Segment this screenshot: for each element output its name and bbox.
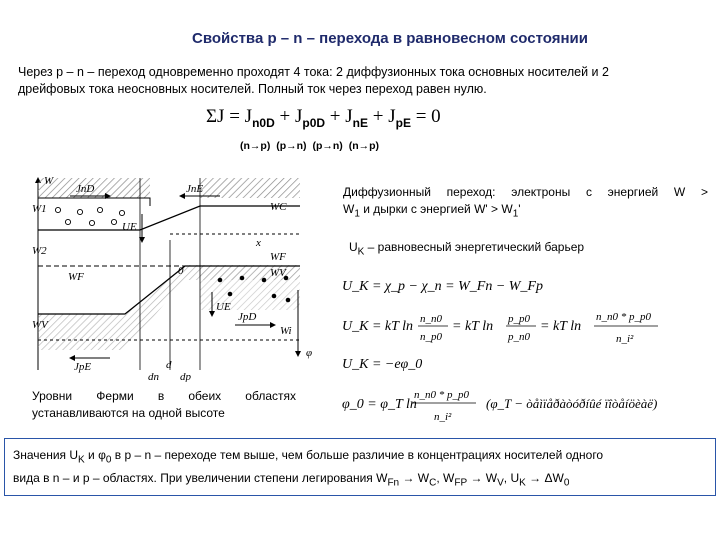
label-w2: W2 xyxy=(32,245,47,257)
label-d: d xyxy=(166,359,172,371)
sum-term-2: p0D xyxy=(302,115,326,130)
formula-2a: U_K = kT ln xyxy=(342,319,414,334)
s1a: Значения U xyxy=(13,448,79,462)
label-x: x xyxy=(256,237,261,249)
label-w: W xyxy=(44,175,54,187)
s1e: в р – n – переходе тем выше, чем больше различие в концентрациях носителей одного xyxy=(111,448,604,462)
sum-term-1: n0D xyxy=(252,115,275,130)
fermi-line-2: устанавливаются на одной высоте xyxy=(32,406,225,420)
j-4: J xyxy=(388,106,396,127)
formula-2c: = kT ln xyxy=(540,319,582,334)
s1c: и φ xyxy=(84,448,106,462)
label-wf: WF xyxy=(68,271,84,283)
mid: и дырки с энергией W' > W xyxy=(359,202,513,216)
fermi-text xyxy=(32,388,296,422)
s2e: , W xyxy=(436,471,455,486)
plus-1: + xyxy=(274,106,295,127)
intro-line-1: Через р – n – переход одновременно проходят 4 тока: 2 диффузионных тока основных носителей и 2 xyxy=(18,65,609,79)
fermi-line-1: Уровни Ферми в обеих областях xyxy=(32,389,296,403)
formula-4-num: n_n0 * p_p0 xyxy=(414,389,469,401)
j-3: J xyxy=(345,106,353,127)
label-jnd: JnD xyxy=(76,183,95,195)
prime: ' xyxy=(518,202,521,216)
s2k: → ΔW xyxy=(525,471,564,486)
diffusion-line-1: Диффузионный переход: электроны с энергией W > xyxy=(343,185,708,199)
s2c: → W xyxy=(399,471,430,486)
s2b: Fn xyxy=(387,477,400,489)
sum-rhs: = 0 xyxy=(410,106,441,127)
s1d: 0 xyxy=(105,454,112,466)
current-sum-equation xyxy=(206,106,441,130)
label-wc: WC xyxy=(270,201,287,213)
label-phi: φ xyxy=(306,347,313,359)
formula-2b: = kT ln xyxy=(452,319,494,334)
s2f: FP xyxy=(454,477,468,489)
label-jpe: JpE xyxy=(74,361,92,373)
s2d: C xyxy=(429,477,437,489)
band-diagram xyxy=(30,170,330,382)
intro-line-2: дрейфовых тока неосновных носителей. Полный ток через переход равен нулю. xyxy=(18,82,487,96)
label-jne: JnE xyxy=(186,183,204,195)
top-edge-left xyxy=(38,198,150,206)
formula-3: U_K = −eφ_0 xyxy=(342,357,423,372)
electrons xyxy=(55,207,124,225)
s1b: K xyxy=(78,454,85,466)
formula-2-num1: n_n0 xyxy=(420,313,442,325)
w: W xyxy=(343,202,355,216)
label-jpd: JpD xyxy=(238,311,257,323)
formula-2-den1: n_p0 xyxy=(420,331,442,343)
label-wi: Wi xyxy=(280,325,292,337)
label-dn: dn xyxy=(148,371,159,382)
sum-term-3: nE xyxy=(352,115,368,130)
u: U xyxy=(349,240,358,254)
formula-2-num3: n_n0 * p_p0 xyxy=(596,311,651,323)
summary-line-2 xyxy=(13,469,707,492)
formula-1: U_K = χ_p − χ_n = W_Fn − W_Fp xyxy=(342,279,543,294)
intro-text xyxy=(18,64,708,98)
sum-term-4: pE xyxy=(395,115,411,130)
label-wv-right: WV xyxy=(270,267,286,279)
s2j: K xyxy=(519,477,526,489)
plus-2: + xyxy=(325,106,346,127)
s2a: вида в n – и р – областях. При увеличении степени легирования W xyxy=(13,471,388,486)
s2l: 0 xyxy=(563,477,570,489)
label-w1: W1 xyxy=(32,203,47,215)
formula-2-den2: p_n0 xyxy=(508,331,530,343)
formula-2-num2: p_p0 xyxy=(508,313,530,325)
formulas xyxy=(336,270,716,430)
formula-4-den: n_i² xyxy=(434,411,452,423)
s2i: , U xyxy=(503,471,520,486)
s2h: V xyxy=(497,477,504,489)
sum-lhs: ΣJ = J xyxy=(206,106,253,127)
page-title: Свойства р – n – перехода в равновесном состоянии xyxy=(192,30,588,47)
label-ue-bottom: UE xyxy=(216,301,231,313)
current-directions: (n→p) (p→n) (p→n) (n→p) xyxy=(240,140,380,152)
sub-2: 1 xyxy=(512,208,519,220)
diffusion-line-2 xyxy=(343,201,708,222)
sub-1: 1 xyxy=(354,208,360,220)
j-2: J xyxy=(294,106,303,127)
diffusion-text xyxy=(343,184,708,222)
cband-top-right xyxy=(200,178,300,198)
summary-line-1 xyxy=(13,446,707,469)
label-wf-right: WF xyxy=(270,251,286,263)
conduction-band-edge xyxy=(38,206,300,230)
plus-3: + xyxy=(368,106,389,127)
formula-4a: φ_0 = φ_T ln xyxy=(342,397,417,412)
barrier-desc: – равновесный энергетический барьер xyxy=(364,240,585,254)
sub-k: K xyxy=(357,246,365,258)
label-ue-top: UE xyxy=(122,221,137,233)
formula-4b: (φ_T − òåìïåðàòóðíûé ïîòåíöèàë) xyxy=(486,396,658,411)
s2g: → W xyxy=(467,471,498,486)
formula-2-den3: n_i² xyxy=(616,333,634,345)
label-dp: dp xyxy=(180,371,191,382)
label-wv-left: WV xyxy=(32,319,48,331)
barrier-text xyxy=(349,240,584,257)
label-zero: 0 xyxy=(178,265,184,277)
summary-box xyxy=(4,438,716,496)
